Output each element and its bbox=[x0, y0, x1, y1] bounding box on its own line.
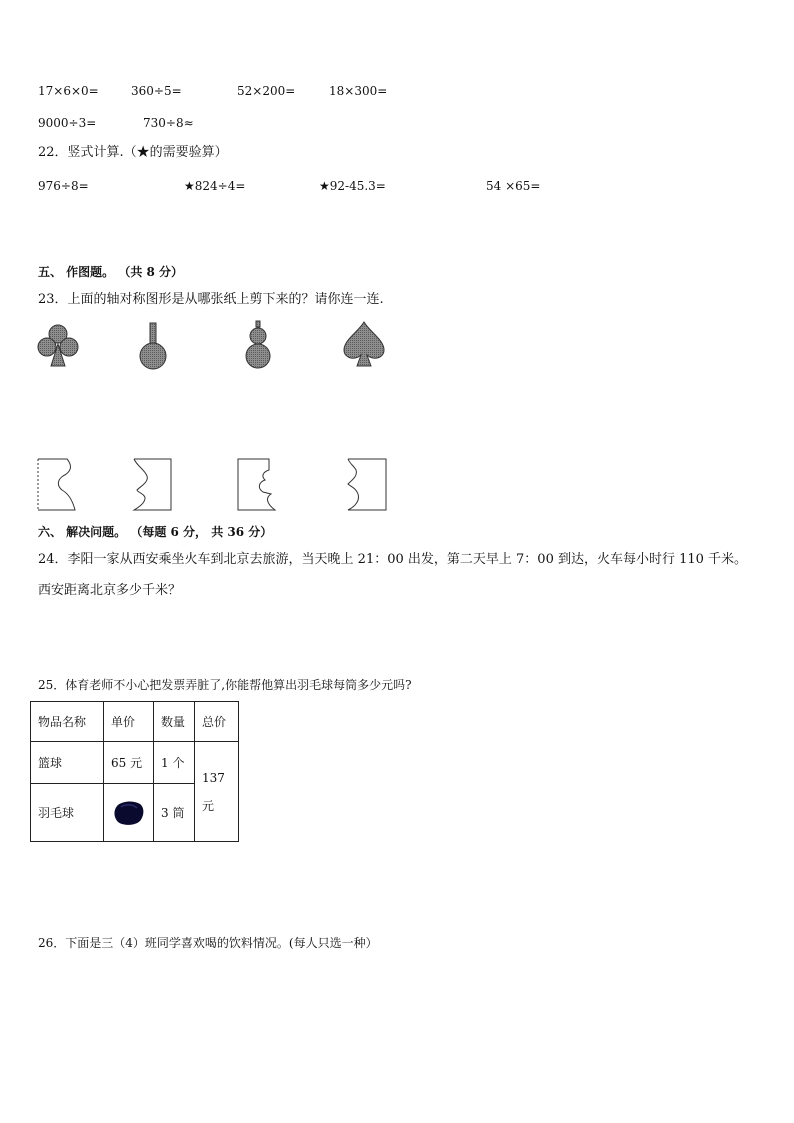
question-25-title: 25．体育老师不小心把发票弄脏了,你能帮他算出羽毛球每筒多少元吗? bbox=[38, 678, 412, 692]
calc-item: 9000÷3= bbox=[38, 116, 97, 130]
item-qty-cell: 1 个 bbox=[154, 742, 195, 784]
header-cell: 单价 bbox=[104, 702, 154, 742]
question-23-title: 23．上面的轴对称图形是从哪张纸上剪下来的？请你连一连. bbox=[38, 292, 384, 307]
paper-cut-3-icon bbox=[237, 458, 279, 512]
total-value: 137 bbox=[202, 770, 225, 785]
calc-item: 54 ×65= bbox=[486, 179, 541, 193]
calc-item: 976÷8= bbox=[38, 179, 89, 193]
ink-stain-icon bbox=[113, 800, 145, 826]
item-name-cell: 篮球 bbox=[31, 742, 104, 784]
total-cell bbox=[195, 742, 239, 842]
calc-item: 52×200= bbox=[237, 84, 296, 98]
header-cell: 物品名称 bbox=[31, 702, 104, 742]
item-price-cell: 65 元 bbox=[104, 742, 154, 784]
paper-cut-1-icon bbox=[37, 458, 77, 512]
question-26-title: 26．下面是三（4）班同学喜欢喝的饮料情况。(每人只选一种） bbox=[38, 936, 378, 950]
section-6-heading: 六、 解决问题。 （每题 6 分， 共 36 分） bbox=[38, 525, 273, 539]
section-5-heading: 五、 作图题。 （共 8 分） bbox=[38, 265, 184, 279]
calc-item: ★824÷4= bbox=[184, 179, 246, 193]
item-qty-cell: 3 筒 bbox=[154, 784, 195, 842]
question-24-line1: 24．李阳一家从西安乘坐火车到北京去旅游，当天晚上 21：00 出发，第二天早上 7：00 到达，火车每小时行 110 千米。 bbox=[38, 552, 748, 567]
header-cell: 总价 bbox=[195, 702, 239, 742]
question-24-line2: 西安距离北京多少千米？ bbox=[38, 583, 182, 598]
spade-icon bbox=[342, 320, 386, 368]
item-price-cell bbox=[104, 784, 154, 842]
invoice-table bbox=[30, 701, 239, 842]
item-name-cell: 羽毛球 bbox=[31, 784, 104, 842]
total-unit: 元 bbox=[202, 798, 215, 813]
question-22-title: 22．竖式计算.（★的需要验算） bbox=[38, 145, 228, 160]
flask-icon bbox=[138, 322, 168, 370]
calc-item: 360÷5= bbox=[131, 84, 182, 98]
calc-item: 730÷8≈ bbox=[143, 116, 194, 130]
club-icon bbox=[36, 322, 80, 368]
gourd-icon bbox=[243, 320, 273, 370]
paper-cut-2-icon bbox=[131, 458, 173, 512]
table-header-row bbox=[31, 702, 239, 742]
calc-item: 18×300= bbox=[329, 84, 388, 98]
header-cell: 数量 bbox=[154, 702, 195, 742]
calc-item: ★92-45.3= bbox=[319, 179, 386, 193]
paper-cut-4-icon bbox=[344, 458, 388, 512]
calc-item: 17×6×0= bbox=[38, 84, 99, 98]
table-row bbox=[31, 742, 239, 784]
